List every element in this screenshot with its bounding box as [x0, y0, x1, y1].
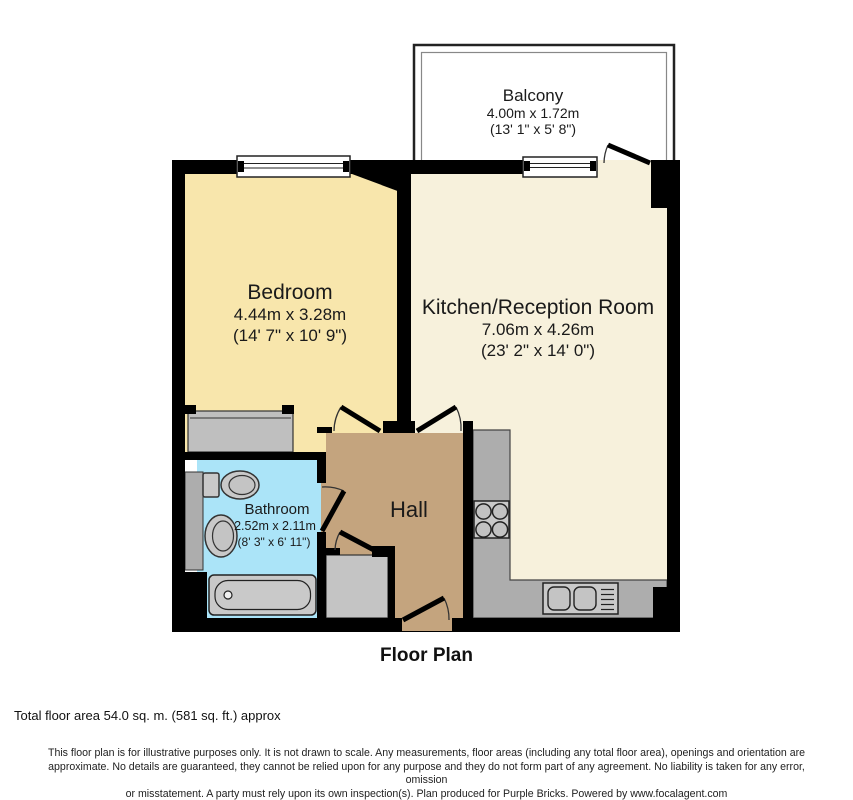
balcony-label: Balcony	[502, 86, 564, 105]
bedroom-dim-metric: 4.44m x 3.28m	[233, 305, 347, 324]
balcony-dim-metric: 4.00m x 1.72m	[486, 105, 580, 121]
bedroom-label: Bedroom	[247, 281, 333, 304]
bathroom-door-opening-blue	[317, 483, 321, 532]
kitchen-sink	[543, 583, 618, 614]
kitchen-label: Kitchen/Reception Room	[421, 296, 655, 319]
toilet	[203, 471, 259, 499]
disclaimer-line-2: approximate. No details are guaranteed, they cannot be relied upon for any purpose and they do not form part of any agreement. No liability is taken for any error, omission	[48, 760, 805, 786]
kitchen-dim-metric: 7.06m x 4.26m	[481, 320, 595, 339]
entrance-threshold	[402, 618, 452, 631]
hall-cupboard	[326, 555, 388, 618]
total-floor-area: Total floor area 54.0 sq. m. (581 sq. ft.) approx	[14, 708, 281, 723]
bathroom-duct	[185, 472, 203, 570]
kitchen-window	[523, 157, 597, 177]
bathtub	[209, 575, 316, 615]
hall-label: Hall	[390, 497, 428, 522]
bathroom-dim-imperial: (8' 3" x 6' 11")	[237, 535, 311, 549]
disclaimer-text	[27, 747, 827, 800]
disclaimer-line-3: or misstatement. A party must rely upon its own inspection(s). Plan produced for Purple Bricks. Powered by www.focalagent.com	[125, 787, 728, 800]
kitchen-dim-imperial: (23' 2" x 14' 0")	[480, 341, 596, 360]
balcony-dim-imperial: (13' 1" x 5' 8")	[489, 121, 577, 137]
bedroom-window	[237, 156, 350, 177]
page-title: Floor Plan	[380, 645, 473, 666]
hob	[474, 501, 509, 538]
bathroom-label: Bathroom	[244, 501, 310, 518]
bedroom-dim-imperial: (14' 7" x 10' 9")	[232, 326, 348, 345]
basin-sink	[205, 515, 237, 557]
disclaimer-line-1: This floor plan is for illustrative purposes only. It is not drawn to scale. Any measurements, floor areas (including any total floor area), openings and orientation are	[47, 747, 806, 759]
bathroom-dim-metric: 2.52m x 2.11m	[234, 519, 316, 533]
bedroom-wardrobe	[184, 405, 294, 452]
